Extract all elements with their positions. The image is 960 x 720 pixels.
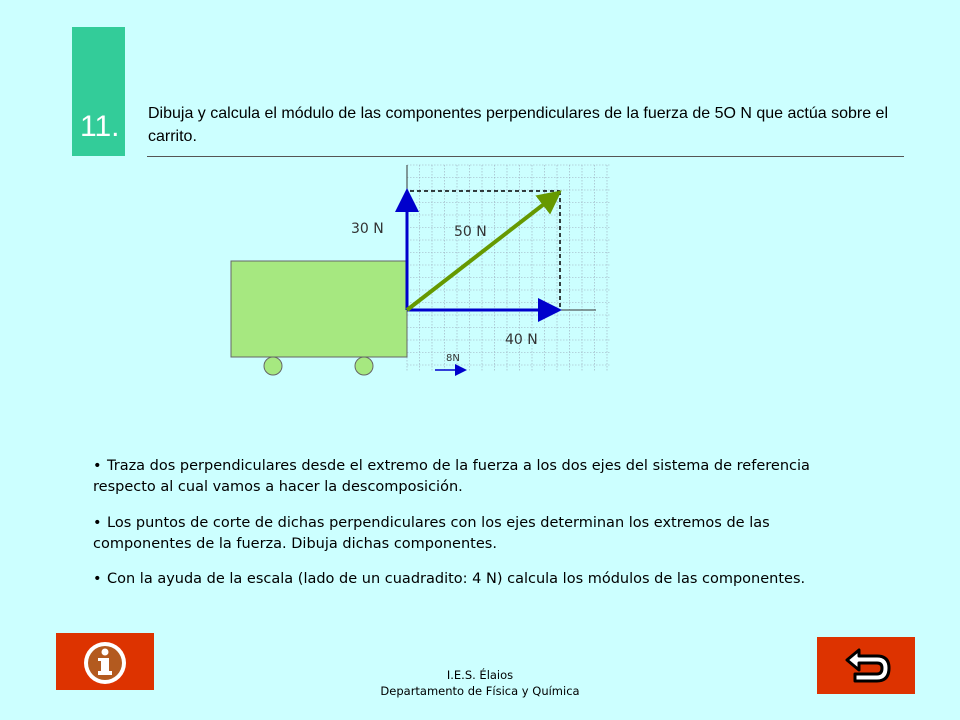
instruction-bullet-3	[93, 569, 833, 590]
scale-label: 8N	[446, 353, 460, 364]
footer-department: Departamento de Física y Química	[380, 684, 580, 698]
back-button[interactable]	[817, 637, 915, 694]
bullet-text: Traza dos perpendiculares desde el extremo de la fuerza a los dos ejes del sistema de referencia respecto al cual vamos a hacer la descomposición.	[93, 458, 810, 495]
cart-wheel-right	[355, 357, 373, 375]
bullet-dot: •	[93, 458, 102, 474]
label-50n: 50 N	[454, 224, 487, 240]
return-arrow-icon	[817, 637, 915, 694]
footer	[330, 667, 630, 699]
bullet-dot: •	[93, 571, 102, 587]
instruction-bullet-2	[93, 513, 833, 555]
instruction-bullet-1	[93, 456, 833, 498]
cart-wheel-left	[264, 357, 282, 375]
slide-number: 11.	[80, 110, 120, 143]
cart-body	[231, 261, 407, 357]
bullet-text: Con la ayuda de la escala (lado de un cuadradito: 4 N) calcula los módulos de las componentes.	[107, 571, 806, 587]
bullet-dot: •	[93, 515, 102, 531]
label-30n: 30 N	[351, 221, 384, 237]
info-icon	[56, 633, 154, 690]
bullet-text: Los puntos de corte de dichas perpendiculares con los ejes determinan los extremos de las componentes de la fuerza. Dibuja dichas componentes.	[93, 515, 770, 552]
info-button[interactable]	[56, 633, 154, 690]
footer-school: I.E.S. Élaios	[446, 668, 514, 682]
label-40n: 40 N	[505, 332, 538, 348]
slide-title: Dibuja y calcula el módulo de las componentes perpendiculares de la fuerza de 5O N que actúa sobre el carrito.	[148, 105, 888, 145]
